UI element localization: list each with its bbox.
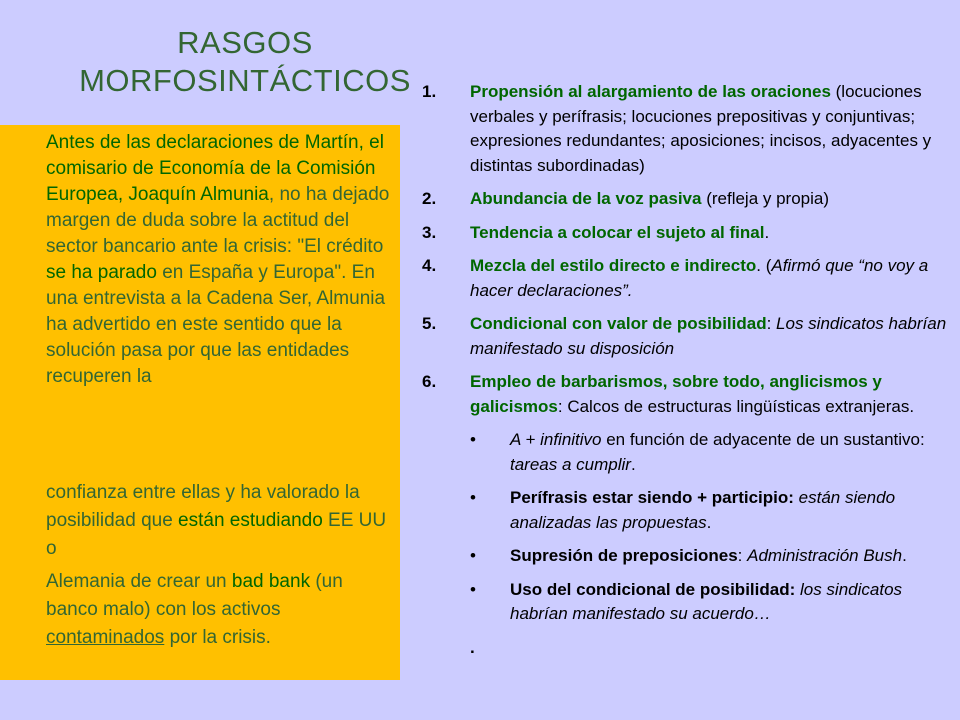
item-title: Tendencia a colocar el sujeto al final xyxy=(470,222,765,242)
trailing-dot: . xyxy=(470,637,475,657)
item-text: : xyxy=(766,314,777,333)
item-number: 1. xyxy=(422,82,437,101)
item-text: . ( xyxy=(756,256,772,275)
excerpt-text: (un banco malo) con los activos xyxy=(46,571,343,620)
item-title: Propensión al alargamiento de las oraciones xyxy=(470,82,831,101)
title-line-2: MORFOSINTÁCTICOS xyxy=(79,63,411,98)
list-item xyxy=(422,80,952,178)
features-list xyxy=(422,80,952,660)
item-number: 6. xyxy=(422,372,437,391)
excerpt-highlight: bad bank xyxy=(231,571,311,592)
excerpt-text: por la crisis. xyxy=(164,627,271,648)
bullet-example: Administración Bush xyxy=(747,546,903,565)
excerpt-paragraph-1 xyxy=(46,130,396,390)
bullet-text: en función de adyacente de un sustantivo: xyxy=(601,430,925,449)
bullet-item xyxy=(422,578,952,627)
item-number: 2. xyxy=(422,189,437,208)
excerpt-text: EE UU o xyxy=(46,510,387,559)
bullet-icon: • xyxy=(470,430,476,449)
bullet-title: Supresión de preposiciones xyxy=(510,546,738,565)
item-title: Mezcla del estilo directo e indirecto xyxy=(470,256,757,275)
excerpt-text: , no ha dejado margen de duda sobre la actitud del sector bancario ante la crisis: "El crédito xyxy=(46,184,390,257)
item-number: 3. xyxy=(422,222,437,242)
bullet-text: . xyxy=(630,454,636,474)
title-line-1: RASGOS xyxy=(177,25,313,60)
list-item xyxy=(422,221,952,246)
bullet-item xyxy=(422,544,952,569)
excerpt-underlined: contaminados xyxy=(46,627,165,648)
slide-title xyxy=(70,24,420,100)
bullet-text: : xyxy=(737,546,748,565)
list-item xyxy=(422,187,952,212)
bullet-example: los sindicatos habrían manifestado su acuerdo… xyxy=(510,579,903,623)
list-item xyxy=(422,312,952,361)
item-example: Afirmó que “no voy a hacer declaraciones”. xyxy=(470,256,929,300)
excerpt-text: en España y Europa". En una entrevista a la Cadena Ser, Almunia ha advertido en este sentido que la solución pasa por que las entidades recuperen la xyxy=(46,262,386,387)
item-text: (refleja y propia) xyxy=(701,189,830,208)
item-text: : Calcos de estructuras lingüísticas extranjeras. xyxy=(557,396,915,416)
bullet-italic: A + infinitivo xyxy=(510,430,602,449)
item-title: Condicional con valor de posibilidad xyxy=(470,314,767,333)
bullet-title: Uso del condicional de posibilidad: xyxy=(510,579,796,599)
excerpt-highlight: se ha parado xyxy=(46,262,157,283)
item-example: Los sindicatos habrían manifestado su disposición xyxy=(470,314,947,358)
bullet-title: Perífrasis estar siendo + participio: xyxy=(510,488,794,507)
bullet-icon: • xyxy=(470,579,476,599)
bullet-item xyxy=(422,486,952,535)
excerpt-highlight: están estudiando xyxy=(178,510,323,531)
excerpt-text: Alemania de crear un xyxy=(46,571,232,592)
excerpt-paragraph-2 xyxy=(46,479,396,563)
excerpt-paragraph-3 xyxy=(46,568,396,652)
bullet-example: tareas a cumplir xyxy=(510,454,631,474)
item-text: (locuciones verbales y perífrasis; locuciones prepositivas y conjuntivas; expresiones redundantes; aposiciones; incisos, adyacentes y distintas subordinadas) xyxy=(470,82,932,175)
item-number: 4. xyxy=(422,256,437,275)
bullet-text: . xyxy=(902,546,907,565)
item-number: 5. xyxy=(422,314,437,333)
excerpt-text: confianza entre ellas y ha valorado la posibilidad que xyxy=(46,482,360,531)
bullet-text: . xyxy=(706,512,712,532)
item-title: Empleo de barbarismos, sobre todo, anglicismos y galicismos xyxy=(470,372,882,416)
bullet-icon: • xyxy=(470,546,476,565)
bullet-item xyxy=(422,428,952,477)
item-title: Abundancia de la voz pasiva xyxy=(470,189,702,208)
list-item xyxy=(422,370,952,419)
bullet-icon: • xyxy=(470,488,476,507)
news-excerpt-box xyxy=(0,125,400,680)
excerpt-text: Antes de las declaraciones de Martín, el comisario de Economía de la Comisión Europea, Joaquín Almunia xyxy=(46,132,384,205)
item-text: . xyxy=(764,222,770,242)
list-item xyxy=(422,254,952,303)
bullet-example: están siendo analizadas las propuestas xyxy=(510,488,896,532)
